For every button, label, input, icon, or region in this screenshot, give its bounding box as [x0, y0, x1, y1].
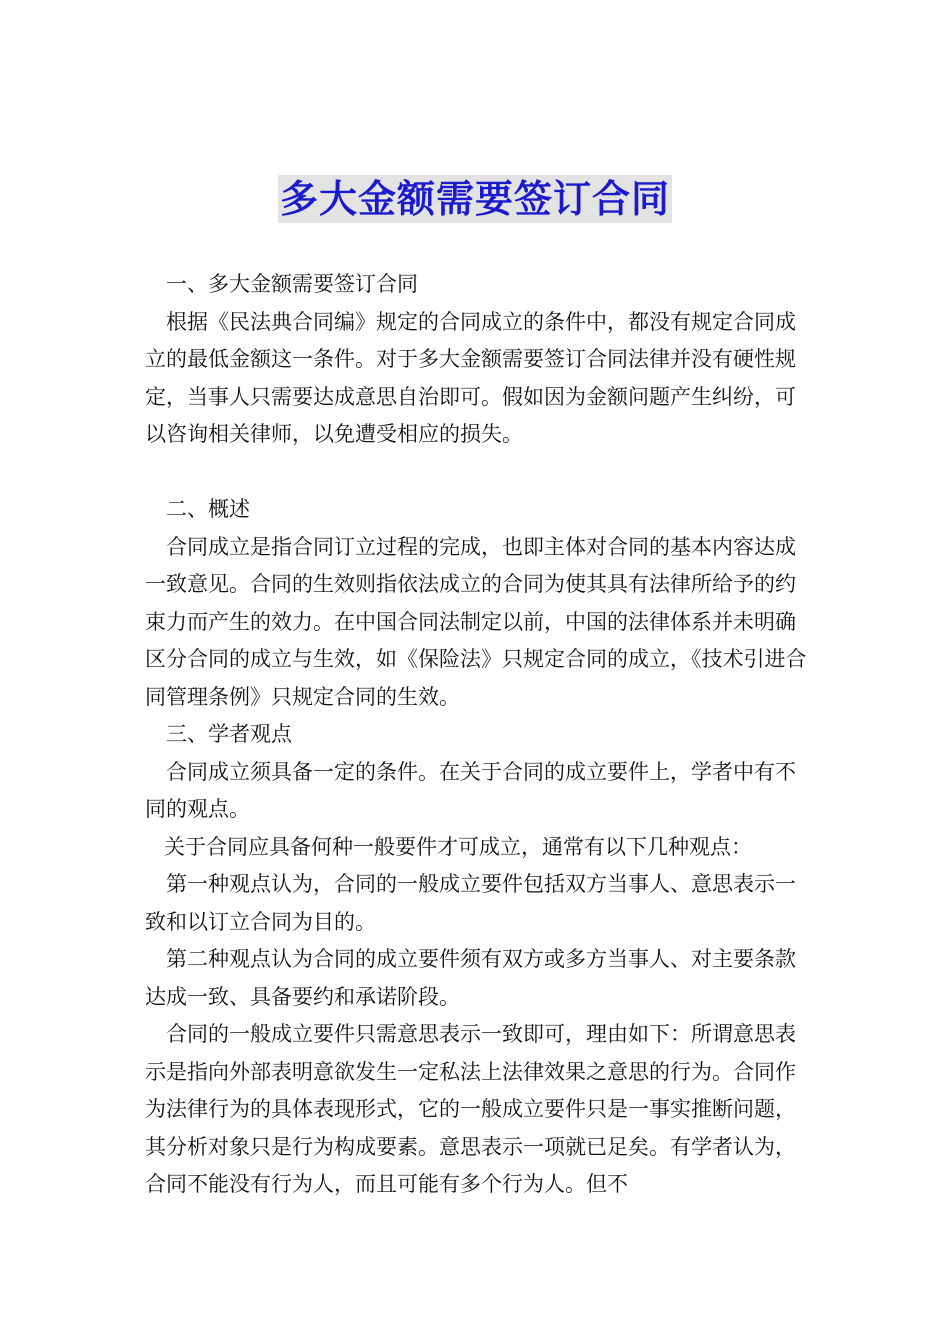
section-heading-1: 一、多大金额需要签订合同	[166, 272, 418, 296]
section-3-paragraph-1: 合同成立须具备一定的条件。在关于合同的成立要件上，学者中有不同的观点。	[145, 759, 796, 821]
section-3-paragraph-2: 关于合同应具备何种一般要件才可成立，通常有以下几种观点：	[164, 834, 752, 859]
section-3-paragraph-4: 第二种观点认为合同的成立要件须有双方或多方当事人、对主要条款达成一致、具备要约和承诺阶段。	[145, 947, 796, 1009]
section-3-paragraph-3: 第一种观点认为，合同的一般成立要件包括双方当事人、意思表示一致和以订立合同为目的。	[145, 872, 796, 934]
section-1-paragraph-1: 根据《民法典合同编》规定的合同成立的条件中，都没有规定合同成立的最低金额这一条件。对于多大金额需要签订合同法律并没有硬性规定，当事人只需要达成意思自治即可。假如因为金额问题产生纠纷，可以咨询相关律师，以免遭受相应的损失。	[145, 309, 796, 446]
title-container	[0, 175, 950, 223]
blank-line	[145, 454, 810, 492]
section-3-paragraph-5: 合同的一般成立要件只需意思表示一致即可，理由如下：所谓意思表示是指向外部表明意欲发生一定私法上法律效果之意思的行为。合同作为法律行为的具体表现形式，它的一般成立要件只是一事实推断问题，其分析对象只是行为构成要素。意思表示一项就已足矣。有学者认为，合同不能没有行为人，而且可能有多个行为人。但不	[145, 1022, 796, 1196]
document-title: 多大金额需要签订合同	[279, 177, 670, 221]
document-body	[145, 266, 810, 1204]
section-2-paragraph-1: 合同成立是指合同订立过程的完成，也即主体对合同的基本内容达成一致意见。合同的生效则指依法成立的合同为使其具有法律所给予的约束力而产生的效力。在中国合同法制定以前，中国的法律体系并未明确区分合同的成立与生效，如《保险法》只规定合同的成立，《技术引进合同管理条例》只规定合同的生效。	[145, 534, 807, 709]
section-heading-2: 二、概述	[166, 497, 250, 521]
section-heading-3: 三、学者观点	[166, 722, 292, 746]
